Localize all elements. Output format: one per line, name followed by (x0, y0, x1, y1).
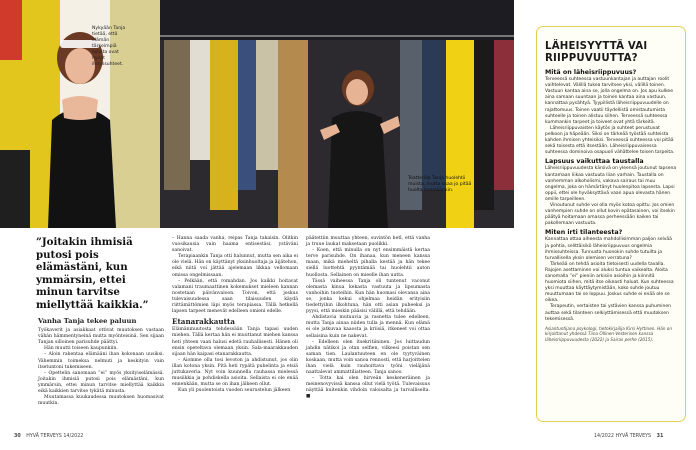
sidebar-source: Asiantuntijana psykologi, tietokirjailija Kirsi Hyttinen. Hän on kirjoittanut yhdessä Tiina Ollinen-Vesterisen kanssa läheisriippuvuudesta (2022) ja Sairas perhe (2015). (545, 325, 672, 342)
paragraph: Ahdistavia mutuuvia ja rasnetta tulee edelleen, mutta Tanja ainaa niiden tulla ja mennä. Kun elämä ei ole jatkuvaa kaaosta ja kriisiä, itkeneet voi ottaa sellaisina kuin ne nakevat. (306, 315, 430, 339)
footer-left (14, 434, 83, 439)
tanja-figure (0, 0, 160, 228)
sidebar-content (545, 67, 677, 342)
paragraph: Hän muutti toiseen kaupunkiin. (44, 346, 118, 352)
paragraph: Tässä vaiheessa Tanja oli tuntenut vaconut olemasta kinua kekasta vastuuta ja lipsumasta vanhoihin tuoteihin. Kun hän huomasi olevansa aina se, jonka kekui ohjelmaa heidän erityisiin tiedettyihin ilkohtuna, hän otti asian puheeksi ja pyysi, että mieskin pääsisi välillä, että tehdään. (306, 278, 430, 315)
paragraph: päätettiin muuttaa yhteen, suvintön hetl, että vanha ja truue laukat maksetaan puolikki. (306, 236, 430, 248)
article-column-3 (306, 236, 430, 401)
page-number-left: 30 (14, 434, 21, 439)
paragraph: Terapiaankin Tanja otti halunnut, mutta sen aika ei ole vielä. Hän on käyttänyt yksinhuoltaja ja äijätehon, eikä niitä voi jättää ajelemaan likkaa vellomaan omissa ongelmissaan. (172, 254, 298, 278)
paragraph: – Hanna saada vanha, reipas Tanja takaisin. Olitkin vuosikausia vain haama entisestäsi, ystäväni sanoivat. (172, 236, 298, 254)
footer-right (594, 434, 663, 439)
page-number-right: 31 (656, 434, 664, 439)
photo-costume-storage (160, 0, 514, 228)
photo-tanja-portrait (0, 0, 160, 228)
paragraph: – Edelleen olen itsekritiininen. Jos luittaudun jahdin nätikoi ja otan selfien, vilkeesi poistan sen saman tien. Laulantuuteen en ole tyytyväinen koskaan, mutta voin sanoa rennosti, että harjoittelen ihan vielä kuin rauhoittava työni vieläjänä naattalevat ammattiliatteen. Tanja sanoo. (306, 339, 430, 376)
sidebar-heading: Mitä on läheisriippuvuus? (545, 69, 637, 76)
subheading-etanarakkautta: Etanarakkautta (172, 317, 235, 327)
paragraph: – Koen, että minulla on nyt ensimmäistä kertaa terve parisuhde. On ihanaa, kun meneen kanssa maan, mikä mieheltä pihalla kestää ja hän tekee siellä luottehtä pyyntämää tai huolehtii auton huollosta. Sellainen on mieelle ihan uutta. (306, 248, 430, 278)
paragraph: Elämänmuutosta tehdessään Tanja tapasi uuden miehen. Tällä kertaa hän ei muuttanut miehen kanssa heti yhteen vaan halusi edetä rauhallisesti. Hänen oli ensin opeteltava olemaan yksin. Sala-maarakkauden sijaan hän kaipasi etanarakkautta. (172, 327, 298, 357)
sidebar-paragraph: Läheisriippuvuudesta kärsivä on yleensä joutunut lapsena kantamaan liikaa vastuuta liian varhain. Taustalla on vanhemman alkoholismi, vakava sairaus tai muu ongelma, joka on hämärtänyt huolenpitoa lapsesta. Lapsi oppii, ettei ole hyväksyttävä vaan apua olevasta hänen omille tarpeilleen. (545, 166, 677, 202)
paragraph: Kun yli puolentoista vuoden seurustelun jälkeen (178, 388, 291, 394)
sidebar-paragraph: Vinoutunut suhde voi olla myös kotoa opittu. Jos omien vanhempien suhde on ollut kovin epätasainen, voi itsekin päätyä hoitamaan omassa perheessään kaiken tai pakollemaan vastuuta. (545, 202, 675, 227)
sidebar-paragraph: Terapeutin, vertaisten tai ystävien kanssa puhuminen auttaa sekä tilanteen selkiyttämisessä että muutoksen tekemisessä. (545, 304, 672, 322)
sidebar-heading: Lapsuus vaikuttaa taustalla (545, 158, 644, 166)
paragraph: – Totta kai olen hirveän keskeneräinen ja meinenovyvissä kanssa ollut vielä työtä. Tulevaisuus näyttää kuitenkin vihdoin valoisalta ja turvalliselta. ■ (306, 376, 430, 400)
photo-caption-right: Teatterilla Tanja huolehtii muista, mutta osaa jo pitää huolta itsestäänkin. (408, 176, 472, 193)
sidebar-heading: Miten irti tilanteesta? (545, 229, 623, 237)
article-column-2 (172, 236, 298, 394)
paragraph: – Opettelin sanomaan ”ei” myös yksityiselämässä. Joitakin ihmisiä putosi pois elämästäni, kun ymmärsin, ettei minun tarvitse miellyttää kaikkia eikä kaikkien tarvitse tykätä minusta. (38, 370, 164, 395)
sidebar-box (536, 26, 686, 422)
footer-publication-right: 14/2022 HYVÄ TERVEYS (594, 434, 652, 439)
sidebar-title: LÄHEISYYTTÄ VAI RIIPPUVUUTTA? (545, 41, 648, 64)
footer-publication-left: HYVÄ TERVEYS 14/2022 (26, 434, 84, 439)
paragraph: Työkaverit ja asiakkaat ottivat muutoksen vastaan vähän hämmentyneinä mutta myönteisinä. Sen sijaan Tanjan silloinen parisuhde päättyi. (38, 328, 164, 346)
paragraph: Muutamassa kuukaudessa muutoksen huomasivat muutkin. (38, 395, 164, 407)
paragraph: – Aiomme olla tosi levoton ja ahdistunut, jos olin illan kotona yksin. Pitä heti rypätä puhelinta ja etsiä juttukaveria. Nyt voin kuunnella rauhassa mielessä musiikkia ja pohdiskella asioita. Sellaista ei ole enää ennenkään, mutta se on ihan jälkeen ollut. (172, 357, 298, 388)
subheading-vanha-tanja: Vanha Tanja tekee paluun (38, 317, 137, 325)
pull-quote: ”Joitakin ihmisiä putosi pois elämästäni, kun ymmärsin, ettei minun tarvitse miellyttää kaikkia.” (36, 236, 149, 311)
sidebar-paragraph: Läheisriippuvaisten käytös ja suhteet perustuvat pelkoon ja häpeään. Siksi on tärkeää työstää suhteista kahden ihmisen yhteisiksi. Terveessä suhteessa voi pitää sekä toisesta että itsestään. Läheisriippuvaisessa suhteessa dominoiva osapuoli vähättelee toisen tarpeita. (545, 125, 675, 156)
sidebar-paragraph: Terveessä suhteessa vastuunkantajan ja auttajan roolit vaihtelevat. Välillä tukea tarvitsee yksi, välillä toinen. Vastuun kantaa aina se, jolla ongelma on. Jos apu kulkee aina samaan suuntaan ja toinen kantaa aina vastuun, kannattaa pysähtyä. Tyypillistä läheisriippuvuudelle on rajattomuus. Toinen vaatii täydellistä omistautumista suhteelle ja toinen alistuu siihen. Terveessä suhteessa kummankin tarpeet ja toiveet ovat yhtä tärkeitä. (545, 77, 673, 125)
article-column-1 (38, 318, 164, 407)
sidebar-paragraph: Kannattaa ottaa aiheesta mahdollisimman paljon selvää ja pohtia, selittäisikö läheisriippuvuus ongelmia ihmissuhteissa. Tunnusta huonokin suhde tutuilta ja turvallisella yksin olemisen verratuna? (545, 237, 672, 261)
paragraph: – Pelkään, että romahdan. Jos kaikki hoitavat valamani traumaattinen kokemukset mieleen kannan nostetaan päivänvaloon. Toivon, että joskus tulevaisuudessa saan tilaisuuden käydä riittämättömien läpi myös terapiassa. Tällä hetkellä lapsen tarpeet menevät edelleen omieni edelle. (172, 278, 298, 315)
photo-caption-left: Nykyään Tanja tietää, että elämän tärkeimpiä asioita ovat hyvät ihmissuhteet. (92, 26, 126, 67)
paragraph: – Aloin rakentaa elämääni ihan kokonaan uusiksi. Vähemmin toimeksa nelmuti ja keskityin vain itsetuntoni tukemiseen. (38, 352, 164, 370)
sidebar-paragraph: Tärkeää on tehdä asioita tietoisesti uudella tavalla. Rajojen asettaminen voi aluksi tuntua vaikealta. Aloita sanomalla ”ei” pieniin arkisiin asioihin ja kiinnitä huomiota siihen, mitä itse oikeasti haluat. Kun suhteessa yksi muuttaa käyttäytymistään, koko suhde joutuu muuttumaan tai se loppuu. Joskus suhde ei enää ole se oikea. (545, 261, 674, 304)
